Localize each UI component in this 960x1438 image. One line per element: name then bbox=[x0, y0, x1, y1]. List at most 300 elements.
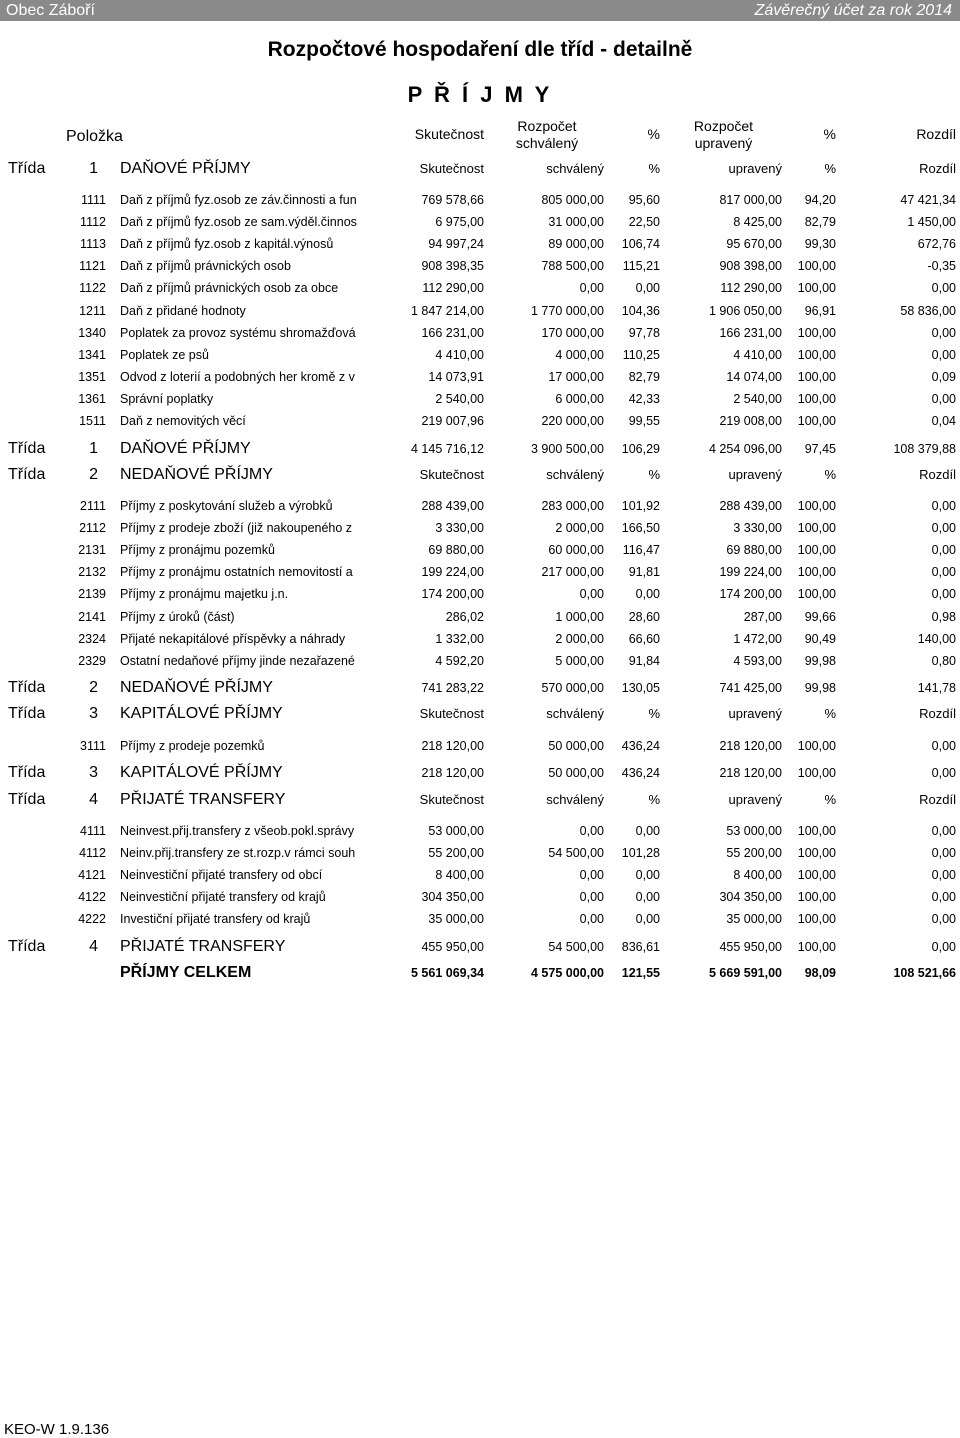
class-col-sk: Skutečnost bbox=[419, 706, 484, 721]
row-p2: 96,91 bbox=[804, 304, 836, 318]
class-col-upr: upravený bbox=[728, 161, 782, 176]
class-col-sch: schválený bbox=[546, 706, 604, 721]
class-col-p1: % bbox=[648, 792, 660, 807]
class-number: 2 bbox=[89, 466, 98, 483]
row-upr: 287,00 bbox=[743, 610, 782, 624]
row-p2: 100,00 bbox=[797, 824, 836, 838]
row-name: Příjmy z pronájmu pozemků bbox=[120, 543, 275, 557]
row-code: 1341 bbox=[78, 348, 106, 362]
class-number: 2 bbox=[89, 679, 98, 696]
total-p2: 100,00 bbox=[797, 766, 836, 780]
class-number: 4 bbox=[89, 938, 98, 955]
row-upr: 174 200,00 bbox=[719, 587, 782, 601]
table-row bbox=[0, 650, 960, 672]
table-row bbox=[0, 366, 960, 388]
col-rozpocet-1: Rozpočet bbox=[517, 118, 577, 134]
row-sch: 0,00 bbox=[579, 824, 604, 838]
row-p2: 94,20 bbox=[804, 193, 836, 207]
grand-total-sk: 5 561 069,34 bbox=[411, 966, 484, 980]
row-upr: 69 880,00 bbox=[726, 543, 782, 557]
row-sk: 55 200,00 bbox=[428, 846, 484, 860]
col-pct-2: % bbox=[823, 126, 836, 142]
table-row bbox=[0, 539, 960, 561]
row-upr: 908 398,00 bbox=[719, 259, 782, 273]
row-upr: 2 540,00 bbox=[733, 392, 782, 406]
class-label: Třída bbox=[8, 440, 46, 457]
row-sch: 1 770 000,00 bbox=[531, 304, 604, 318]
row-code: 3111 bbox=[80, 739, 106, 753]
total-upr: 218 120,00 bbox=[719, 766, 782, 780]
grand-total bbox=[0, 960, 960, 986]
row-upr: 304 350,00 bbox=[719, 890, 782, 904]
col-pct-1: % bbox=[647, 126, 660, 142]
row-p1: 110,25 bbox=[622, 348, 660, 362]
class-col-sk: Skutečnost bbox=[419, 467, 484, 482]
row-sch: 788 500,00 bbox=[541, 259, 604, 273]
class-number: 3 bbox=[89, 705, 98, 722]
row-name: Daň z příjmů fyz.osob ze sam.výděl.činnos bbox=[120, 215, 357, 229]
row-p2: 100,00 bbox=[797, 890, 836, 904]
table-row bbox=[0, 388, 960, 410]
row-sch: 0,00 bbox=[579, 868, 604, 882]
row-p1: 0,00 bbox=[635, 824, 660, 838]
row-sch: 0,00 bbox=[579, 281, 604, 295]
row-name: Poplatek za provoz systému shromažďová bbox=[120, 326, 356, 340]
total-sch: 50 000,00 bbox=[548, 766, 604, 780]
total-p2: 100,00 bbox=[797, 940, 836, 954]
row-sch: 2 000,00 bbox=[555, 521, 604, 535]
class-header bbox=[0, 787, 960, 813]
row-p1: 0,00 bbox=[635, 281, 660, 295]
table-row bbox=[0, 606, 960, 628]
total-p1: 436,24 bbox=[621, 766, 660, 780]
row-code: 1111 bbox=[80, 193, 106, 207]
row-sk: 166 231,00 bbox=[421, 326, 484, 340]
grand-total-p1: 121,55 bbox=[621, 966, 660, 980]
class-col-roz: Rozdíl bbox=[919, 792, 956, 807]
row-p1: 0,00 bbox=[635, 868, 660, 882]
row-upr: 4 593,00 bbox=[733, 654, 782, 668]
row-sk: 35 000,00 bbox=[428, 912, 484, 926]
total-upr: 455 950,00 bbox=[719, 940, 782, 954]
class-label: Třída bbox=[8, 705, 46, 722]
row-p2: 100,00 bbox=[797, 259, 836, 273]
row-name: Příjmy z prodeje pozemků bbox=[120, 739, 265, 753]
row-p2: 100,00 bbox=[797, 739, 836, 753]
row-code: 2329 bbox=[78, 654, 106, 668]
class-header bbox=[0, 156, 960, 182]
row-code: 2112 bbox=[79, 521, 106, 535]
row-p2: 100,00 bbox=[797, 846, 836, 860]
row-code: 1112 bbox=[80, 215, 106, 229]
row-code: 1361 bbox=[78, 392, 106, 406]
row-roz: 1 450,00 bbox=[907, 215, 956, 229]
class-total bbox=[0, 675, 960, 701]
row-code: 4222 bbox=[78, 912, 106, 926]
row-name: Příjmy z poskytování služeb a výrobků bbox=[120, 499, 333, 513]
row-name: Investiční přijaté transfery od krajů bbox=[120, 912, 311, 926]
row-p2: 100,00 bbox=[797, 587, 836, 601]
row-sk: 1 847 214,00 bbox=[411, 304, 484, 318]
row-p1: 82,79 bbox=[628, 370, 660, 384]
row-name: Daň z příjmů právnických osob za obce bbox=[120, 281, 339, 295]
row-code: 1122 bbox=[79, 281, 106, 295]
row-roz: -0,35 bbox=[927, 259, 956, 273]
row-roz: 0,00 bbox=[931, 587, 956, 601]
row-sch: 1 000,00 bbox=[555, 610, 604, 624]
class-name: NEDAŇOVÉ PŘÍJMY bbox=[120, 679, 273, 696]
row-p1: 0,00 bbox=[635, 587, 660, 601]
col-schvaleny bbox=[490, 118, 604, 152]
row-code: 2139 bbox=[78, 587, 106, 601]
row-sk: 286,02 bbox=[445, 610, 484, 624]
row-sk: 112 290,00 bbox=[422, 281, 484, 295]
page-subtitle: P Ř Í J M Y bbox=[407, 82, 553, 107]
row-upr: 1 906 050,00 bbox=[709, 304, 782, 318]
row-upr: 8 425,00 bbox=[733, 215, 782, 229]
row-p2: 100,00 bbox=[797, 326, 836, 340]
grand-total-label: PŘÍJMY CELKEM bbox=[120, 964, 252, 981]
row-p2: 100,00 bbox=[797, 868, 836, 882]
grand-total-upr: 5 669 591,00 bbox=[709, 966, 782, 980]
row-name: Správní poplatky bbox=[120, 392, 214, 406]
class-col-sk: Skutečnost bbox=[419, 161, 484, 176]
row-p2: 100,00 bbox=[797, 499, 836, 513]
class-name: PŘIJATÉ TRANSFERY bbox=[120, 791, 286, 808]
row-name: Neinvest.přij.transfery z všeob.pokl.správy bbox=[120, 824, 355, 838]
class-name: DAŇOVÉ PŘÍJMY bbox=[120, 440, 251, 457]
row-p2: 90,49 bbox=[804, 632, 836, 646]
row-p2: 99,30 bbox=[804, 237, 836, 251]
total-sk: 4 145 716,12 bbox=[411, 442, 484, 456]
row-name: Přijaté nekapitálové příspěvky a náhrady bbox=[120, 632, 346, 646]
class-label: Třída bbox=[8, 938, 46, 955]
row-code: 1121 bbox=[79, 259, 106, 273]
col-upraveny-2: upravený bbox=[694, 135, 753, 151]
row-sk: 69 880,00 bbox=[428, 543, 484, 557]
row-upr: 199 224,00 bbox=[719, 565, 782, 579]
row-p1: 42,33 bbox=[628, 392, 660, 406]
row-sk: 94 997,24 bbox=[428, 237, 484, 251]
class-col-sch: schválený bbox=[546, 467, 604, 482]
total-roz: 108 379,88 bbox=[893, 442, 956, 456]
table-row bbox=[0, 842, 960, 864]
row-roz: 0,98 bbox=[931, 610, 956, 624]
class-col-sch: schválený bbox=[546, 792, 604, 807]
table-row bbox=[0, 735, 960, 757]
row-sch: 5 000,00 bbox=[555, 654, 604, 668]
row-p1: 22,50 bbox=[628, 215, 660, 229]
class-col-p2: % bbox=[824, 706, 836, 721]
total-p1: 106,29 bbox=[621, 442, 660, 456]
table-row bbox=[0, 233, 960, 255]
table-row bbox=[0, 211, 960, 233]
class-col-p1: % bbox=[648, 706, 660, 721]
table-row bbox=[0, 820, 960, 842]
row-name: Příjmy z úroků (část) bbox=[120, 610, 235, 624]
row-sch: 217 000,00 bbox=[541, 565, 604, 579]
row-sk: 53 000,00 bbox=[428, 824, 484, 838]
row-name: Příjmy z pronájmu ostatních nemovitostí a bbox=[120, 565, 353, 579]
table-row bbox=[0, 908, 960, 930]
class-name: KAPITÁLOVÉ PŘÍJMY bbox=[120, 764, 283, 781]
row-p1: 101,28 bbox=[621, 846, 660, 860]
grand-total-p2: 98,09 bbox=[804, 966, 836, 980]
table-row bbox=[0, 495, 960, 517]
class-col-p1: % bbox=[648, 161, 660, 176]
row-sch: 31 000,00 bbox=[548, 215, 604, 229]
row-sch: 17 000,00 bbox=[548, 370, 604, 384]
class-col-p2: % bbox=[824, 161, 836, 176]
row-code: 2111 bbox=[80, 499, 106, 513]
row-code: 1113 bbox=[80, 237, 106, 251]
row-sch: 0,00 bbox=[579, 890, 604, 904]
table-row bbox=[0, 886, 960, 908]
total-sch: 54 500,00 bbox=[548, 940, 604, 954]
class-number: 4 bbox=[89, 791, 98, 808]
row-sch: 4 000,00 bbox=[555, 348, 604, 362]
table-row bbox=[0, 410, 960, 432]
total-roz: 0,00 bbox=[931, 940, 956, 954]
row-sk: 304 350,00 bbox=[421, 890, 484, 904]
row-upr: 8 400,00 bbox=[733, 868, 782, 882]
row-p2: 100,00 bbox=[797, 281, 836, 295]
class-total bbox=[0, 934, 960, 960]
table-row bbox=[0, 344, 960, 366]
row-sk: 218 120,00 bbox=[421, 739, 484, 753]
row-sch: 170 000,00 bbox=[541, 326, 604, 340]
row-sch: 220 000,00 bbox=[541, 414, 604, 428]
row-code: 4112 bbox=[79, 846, 106, 860]
row-roz: 0,00 bbox=[931, 912, 956, 926]
row-sch: 805 000,00 bbox=[541, 193, 604, 207]
total-sch: 570 000,00 bbox=[541, 681, 604, 695]
row-upr: 1 472,00 bbox=[733, 632, 782, 646]
row-code: 4111 bbox=[80, 824, 106, 838]
row-sk: 2 540,00 bbox=[435, 392, 484, 406]
table-row bbox=[0, 277, 960, 299]
row-upr: 218 120,00 bbox=[719, 739, 782, 753]
table-row bbox=[0, 628, 960, 650]
row-sch: 89 000,00 bbox=[548, 237, 604, 251]
row-p1: 97,78 bbox=[628, 326, 660, 340]
row-code: 2141 bbox=[78, 610, 106, 624]
row-p1: 166,50 bbox=[621, 521, 660, 535]
row-name: Odvod z loterií a podobných her kromě z v bbox=[120, 370, 355, 384]
col-skutecnost: Skutečnost bbox=[414, 126, 484, 142]
row-roz: 0,00 bbox=[931, 281, 956, 295]
class-number: 1 bbox=[89, 440, 98, 457]
row-roz: 0,80 bbox=[931, 654, 956, 668]
row-code: 4122 bbox=[78, 890, 106, 904]
row-roz: 140,00 bbox=[917, 632, 956, 646]
row-upr: 3 330,00 bbox=[733, 521, 782, 535]
row-name: Neinvestiční přijaté transfery od krajů bbox=[120, 890, 326, 904]
row-p1: 116,47 bbox=[622, 543, 660, 557]
row-p1: 0,00 bbox=[635, 890, 660, 904]
row-sch: 54 500,00 bbox=[548, 846, 604, 860]
row-upr: 14 074,00 bbox=[726, 370, 782, 384]
row-sch: 6 000,00 bbox=[555, 392, 604, 406]
row-roz: 0,00 bbox=[931, 739, 956, 753]
total-p2: 99,98 bbox=[804, 681, 836, 695]
class-label: Třída bbox=[8, 466, 46, 483]
total-sk: 455 950,00 bbox=[421, 940, 484, 954]
class-header bbox=[0, 462, 960, 488]
row-sch: 0,00 bbox=[579, 912, 604, 926]
row-sk: 219 007,96 bbox=[421, 414, 484, 428]
grand-total-sch: 4 575 000,00 bbox=[531, 966, 604, 980]
row-roz: 672,76 bbox=[917, 237, 956, 251]
row-code: 1340 bbox=[78, 326, 106, 340]
row-name: Daň z přidané hodnoty bbox=[120, 304, 246, 318]
class-name: PŘIJATÉ TRANSFERY bbox=[120, 938, 286, 955]
page-header bbox=[0, 0, 960, 21]
row-p2: 82,79 bbox=[804, 215, 836, 229]
row-p2: 100,00 bbox=[797, 392, 836, 406]
col-rozpocet-3: Rozpočet bbox=[693, 118, 754, 134]
row-sk: 6 975,00 bbox=[435, 215, 484, 229]
municipality-name: Obec Záboří bbox=[6, 2, 95, 19]
row-roz: 0,00 bbox=[931, 565, 956, 579]
row-p1: 106,74 bbox=[621, 237, 660, 251]
class-col-upr: upravený bbox=[728, 792, 782, 807]
row-roz: 0,00 bbox=[931, 846, 956, 860]
row-sk: 3 330,00 bbox=[435, 521, 484, 535]
class-number: 1 bbox=[89, 160, 98, 177]
row-sk: 288 439,00 bbox=[421, 499, 484, 513]
row-roz: 0,04 bbox=[931, 414, 956, 428]
row-p1: 436,24 bbox=[621, 739, 660, 753]
row-sch: 0,00 bbox=[579, 587, 604, 601]
row-upr: 166 231,00 bbox=[719, 326, 782, 340]
class-col-roz: Rozdíl bbox=[919, 161, 956, 176]
grand-total-roz: 108 521,66 bbox=[893, 966, 956, 980]
class-col-roz: Rozdíl bbox=[919, 467, 956, 482]
row-p2: 100,00 bbox=[797, 912, 836, 926]
row-sk: 14 073,91 bbox=[428, 370, 484, 384]
class-col-p2: % bbox=[824, 467, 836, 482]
row-sk: 769 578,66 bbox=[421, 193, 484, 207]
class-total bbox=[0, 436, 960, 462]
row-sch: 283 000,00 bbox=[541, 499, 604, 513]
row-sch: 60 000,00 bbox=[548, 543, 604, 557]
class-col-sch: schválený bbox=[546, 161, 604, 176]
row-name: Daň z příjmů fyz.osob z kapitál.výnosů bbox=[120, 237, 334, 251]
row-upr: 817 000,00 bbox=[719, 193, 782, 207]
row-sk: 1 332,00 bbox=[435, 632, 484, 646]
row-p2: 100,00 bbox=[797, 348, 836, 362]
row-upr: 55 200,00 bbox=[726, 846, 782, 860]
class-col-sk: Skutečnost bbox=[419, 792, 484, 807]
table-row bbox=[0, 561, 960, 583]
row-code: 2324 bbox=[78, 632, 106, 646]
class-name: NEDAŇOVÉ PŘÍJMY bbox=[120, 466, 273, 483]
total-p1: 130,05 bbox=[621, 681, 660, 695]
row-upr: 112 290,00 bbox=[720, 281, 782, 295]
row-name: Daň z příjmů fyz.osob ze záv.činnosti a fun bbox=[120, 193, 357, 207]
row-roz: 0,09 bbox=[931, 370, 956, 384]
table-row bbox=[0, 255, 960, 277]
total-roz: 0,00 bbox=[931, 766, 956, 780]
row-name: Poplatek ze psů bbox=[120, 348, 209, 362]
total-upr: 4 254 096,00 bbox=[709, 442, 782, 456]
col-rozdil: Rozdíl bbox=[916, 126, 956, 142]
row-sch: 50 000,00 bbox=[548, 739, 604, 753]
row-roz: 0,00 bbox=[931, 499, 956, 513]
row-name: Příjmy z pronájmu majetku j.n. bbox=[120, 587, 289, 601]
row-p1: 66,60 bbox=[628, 632, 660, 646]
footer-version: KEO-W 1.9.136 bbox=[4, 1421, 110, 1438]
row-name: Neinv.přij.transfery ze st.rozp.v rámci souh bbox=[120, 846, 356, 860]
class-label: Třída bbox=[8, 160, 46, 177]
row-sk: 4 410,00 bbox=[435, 348, 484, 362]
class-name: KAPITÁLOVÉ PŘÍJMY bbox=[120, 705, 283, 722]
table-row bbox=[0, 864, 960, 886]
class-col-p1: % bbox=[648, 467, 660, 482]
row-p1: 91,81 bbox=[628, 565, 660, 579]
class-label: Třída bbox=[8, 791, 46, 808]
row-sch: 2 000,00 bbox=[555, 632, 604, 646]
row-name: Příjmy z prodeje zboží (již nakoupeného z bbox=[120, 521, 353, 535]
row-name: Ostatní nedaňové příjmy jinde nezařazené bbox=[120, 654, 355, 668]
row-p2: 100,00 bbox=[797, 370, 836, 384]
row-roz: 0,00 bbox=[931, 890, 956, 904]
total-p2: 97,45 bbox=[804, 442, 836, 456]
row-p2: 100,00 bbox=[797, 414, 836, 428]
row-p1: 91,84 bbox=[628, 654, 660, 668]
row-p1: 104,36 bbox=[621, 304, 660, 318]
row-p1: 99,55 bbox=[628, 414, 660, 428]
col-upraveny bbox=[665, 118, 782, 152]
row-roz: 47 421,34 bbox=[900, 193, 956, 207]
class-label: Třída bbox=[8, 679, 46, 696]
class-col-upr: upravený bbox=[728, 467, 782, 482]
row-name: Daň z nemovitých věcí bbox=[120, 414, 246, 428]
row-p2: 100,00 bbox=[797, 543, 836, 557]
row-upr: 35 000,00 bbox=[726, 912, 782, 926]
table-row bbox=[0, 583, 960, 605]
class-number: 3 bbox=[89, 764, 98, 781]
table-row bbox=[0, 517, 960, 539]
row-code: 2131 bbox=[78, 543, 106, 557]
table-row bbox=[0, 322, 960, 344]
total-roz: 141,78 bbox=[917, 681, 956, 695]
row-roz: 0,00 bbox=[931, 521, 956, 535]
class-name: DAŇOVÉ PŘÍJMY bbox=[120, 160, 251, 177]
row-upr: 288 439,00 bbox=[719, 499, 782, 513]
row-sk: 908 398,35 bbox=[421, 259, 484, 273]
row-upr: 95 670,00 bbox=[726, 237, 782, 251]
row-p2: 99,66 bbox=[804, 610, 836, 624]
class-col-p2: % bbox=[824, 792, 836, 807]
row-sk: 174 200,00 bbox=[421, 587, 484, 601]
total-upr: 741 425,00 bbox=[719, 681, 782, 695]
row-roz: 0,00 bbox=[931, 824, 956, 838]
row-upr: 4 410,00 bbox=[733, 348, 782, 362]
total-p1: 836,61 bbox=[621, 940, 660, 954]
row-upr: 219 008,00 bbox=[719, 414, 782, 428]
page-title: Rozpočtové hospodaření dle tříd - detailně bbox=[267, 38, 693, 61]
row-p2: 100,00 bbox=[797, 565, 836, 579]
row-name: Daň z příjmů právnických osob bbox=[120, 259, 291, 273]
row-sk: 8 400,00 bbox=[435, 868, 484, 882]
row-code: 2132 bbox=[78, 565, 106, 579]
row-p1: 0,00 bbox=[635, 912, 660, 926]
class-col-roz: Rozdíl bbox=[919, 706, 956, 721]
table-row bbox=[0, 300, 960, 322]
report-name: Závěrečný účet za rok 2014 bbox=[754, 2, 952, 19]
